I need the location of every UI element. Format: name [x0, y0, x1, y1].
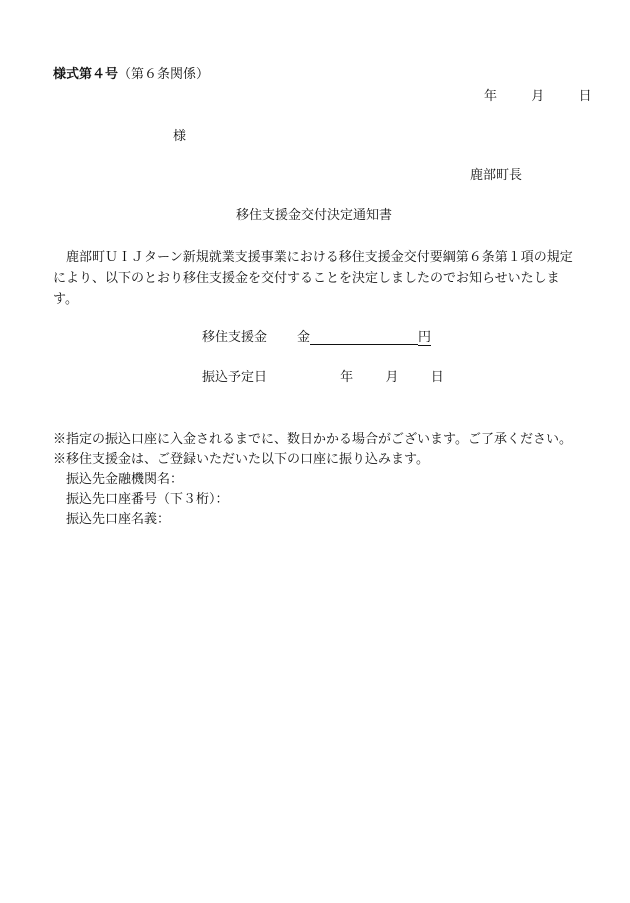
form-number [53, 68, 209, 81]
issue-date [484, 90, 592, 103]
transfer-date-month: 月 [385, 370, 399, 385]
transfer-date-year: 年 [340, 370, 354, 385]
document-title: 移住支援金交付決定通知書 [236, 208, 393, 223]
issue-date-day: 日 [578, 89, 592, 104]
sender-name: 鹿部町長 [470, 168, 523, 183]
note-deposit-delay: ※指定の振込口座に入金されるまでに、数日かかる場合がございます。ご了承ください。 [53, 432, 572, 447]
account-number-field-label: 振込先口座番号（下３桁）： [66, 492, 229, 507]
amount-blank-line [310, 332, 418, 345]
notification-body: 鹿部町ＵＩＪターン新規就業支援事業における移住支援金交付要綱第６条第１項の規定により、以下のとおり移住支援金を交付することを決定しましたのでお知らせいたします。 [53, 250, 573, 307]
issue-date-month: 月 [531, 89, 545, 104]
form-number-label: 様式第４号 [53, 67, 119, 82]
article-reference: （第６条関係） [118, 67, 210, 82]
amount-label: 移住支援金 [202, 330, 268, 345]
account-name-field-label: 振込先口座名義： [66, 512, 171, 527]
transfer-date-row [202, 371, 444, 384]
amount-unit: 円 [418, 330, 432, 345]
bank-name-field-label: 振込先金融機関名： [66, 472, 184, 487]
amount-row [202, 331, 431, 345]
amount-prefix: 金 [297, 330, 311, 345]
transfer-date-day: 日 [430, 370, 444, 385]
issue-date-year: 年 [484, 89, 498, 104]
notes-section [53, 430, 630, 530]
note-registered-account: ※移住支援金は、ご登録いただいた以下の口座に振り込みます。 [53, 452, 429, 467]
recipient-honorific: 様 [173, 129, 187, 144]
transfer-date-label: 振込予定日 [202, 370, 268, 385]
